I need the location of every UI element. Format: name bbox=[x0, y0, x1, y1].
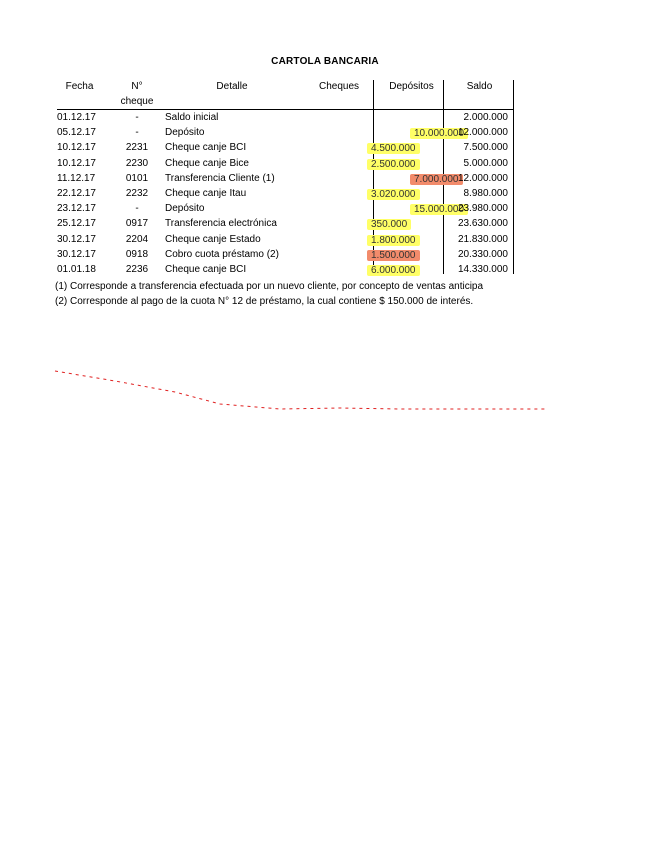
document-title: CARTOLA BANCARIA bbox=[271, 56, 379, 67]
cell-cheques: 350.000 bbox=[367, 219, 411, 230]
cell-detalle: Cheque canje Itau bbox=[165, 187, 247, 199]
cell-detalle: Cheque canje BCI bbox=[165, 142, 247, 154]
cell-saldo: 23.630.000 bbox=[457, 218, 508, 230]
header-fecha: Fecha bbox=[65, 81, 94, 92]
cell-detalle: Depósito bbox=[165, 203, 205, 215]
cell-detalle: Transferencia Cliente (1) bbox=[165, 172, 275, 184]
cell-depositos: 15.000.000 bbox=[410, 204, 468, 215]
cell-depositos: 10.000.000 bbox=[410, 128, 468, 139]
cell-saldo: 8.980.000 bbox=[463, 187, 508, 199]
cell-cheques: 4.500.000 bbox=[367, 143, 420, 154]
cell-saldo: 23.980.000 bbox=[457, 203, 508, 215]
cell-detalle: Depósito bbox=[165, 127, 205, 139]
cell-numero: 0917 bbox=[125, 218, 149, 230]
cell-numero: - bbox=[135, 112, 139, 123]
cell-detalle: Cheque canje BCI bbox=[165, 263, 247, 275]
cell-saldo: 7.500.000 bbox=[463, 142, 508, 154]
cell-numero: - bbox=[135, 203, 139, 215]
cell-cheques: 6.000.000 bbox=[367, 265, 420, 276]
cell-saldo: 12.000.000 bbox=[457, 172, 508, 184]
header-detalle: Detalle bbox=[216, 81, 248, 92]
cell-cheques: 2.500.000 bbox=[367, 159, 420, 170]
cell-fecha: 11.12.17 bbox=[57, 172, 96, 184]
cell-saldo: 21.830.000 bbox=[457, 233, 508, 245]
cell-saldo: 14.330.000 bbox=[457, 263, 508, 275]
cell-fecha: 01.12.17 bbox=[57, 112, 96, 123]
cell-saldo: 20.330.000 bbox=[457, 248, 508, 260]
cell-numero: 2236 bbox=[125, 263, 149, 275]
cell-numero: - bbox=[135, 127, 139, 139]
cell-depositos: 7.000.000 bbox=[410, 174, 463, 185]
cell-detalle: Cobro cuota préstamo (2) bbox=[165, 248, 279, 260]
cell-fecha: 30.12.17 bbox=[57, 233, 96, 245]
cell-numero: 2204 bbox=[125, 233, 149, 245]
cell-saldo: 5.000.000 bbox=[463, 157, 508, 169]
cell-numero: 2231 bbox=[125, 142, 149, 154]
cell-detalle: Saldo inicial bbox=[165, 112, 219, 123]
cell-saldo: 12.000.000 bbox=[457, 127, 508, 139]
cell-cheques: 3.020.000 bbox=[367, 189, 420, 200]
header-depositos: Depósitos bbox=[389, 81, 434, 92]
header-numero-line1: N° bbox=[131, 81, 143, 92]
cell-fecha: 10.12.17 bbox=[57, 157, 96, 169]
header-numero-line2: cheque bbox=[120, 96, 154, 107]
cell-numero: 2230 bbox=[125, 157, 149, 169]
cell-cheques: 1.500.000 bbox=[367, 250, 420, 261]
cell-fecha: 23.12.17 bbox=[57, 203, 96, 215]
cell-saldo: 2.000.000 bbox=[463, 112, 508, 123]
footnote-1: (1) Corresponde a transferencia efectuada por un nuevo cliente, por concepto de ventas anticipa bbox=[55, 281, 484, 292]
cell-detalle: Cheque canje Estado bbox=[165, 233, 261, 245]
cell-fecha: 01.01.18 bbox=[57, 263, 96, 275]
cell-fecha: 30.12.17 bbox=[57, 248, 96, 260]
cell-fecha: 25.12.17 bbox=[57, 218, 96, 230]
cell-detalle: Transferencia electrónica bbox=[165, 218, 277, 230]
cell-fecha: 10.12.17 bbox=[57, 142, 96, 154]
header-cheques: Cheques bbox=[318, 81, 360, 92]
cell-detalle: Cheque canje Bice bbox=[165, 157, 249, 169]
cell-numero: 2232 bbox=[125, 187, 149, 199]
cell-numero: 0101 bbox=[125, 172, 149, 184]
cell-fecha: 22.12.17 bbox=[57, 187, 96, 199]
cell-fecha: 05.12.17 bbox=[57, 127, 96, 139]
cell-numero: 0918 bbox=[125, 248, 149, 260]
cell-cheques: 1.800.000 bbox=[367, 235, 420, 246]
header-saldo: Saldo bbox=[466, 81, 493, 92]
footnote-2: (2) Corresponde al pago de la cuota N° 12 de préstamo, la cual contiene $ 150.000 de interés. bbox=[55, 296, 474, 307]
